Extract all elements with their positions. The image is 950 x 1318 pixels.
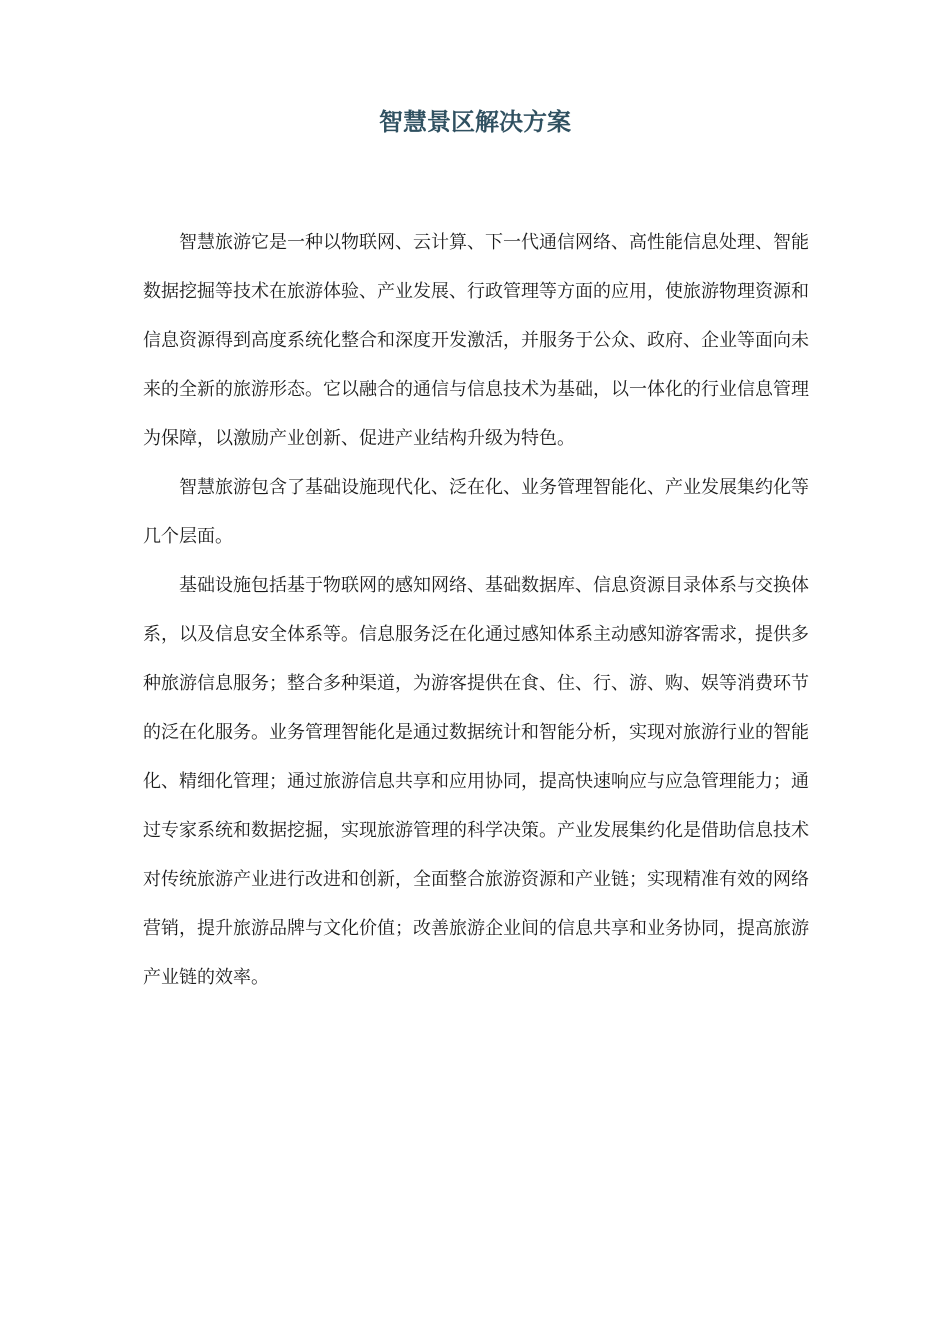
paragraph-1: 智慧旅游它是一种以物联网、云计算、下一代通信网络、高性能信息处理、智能数据挖掘等技术在旅游体验、产业发展、行政管理等方面的应用，使旅游物理资源和信息资源得到高度系统化整合和深度开发激活，并服务于公众、政府、企业等面向未来的全新的旅游形态。它以融合的通信与信息技术为基础，以一体化的行业信息管理为保障，以激励产业创新、促进产业结构升级为特色。: [143, 232, 809, 449]
paragraph-2: 智慧旅游包含了基础设施现代化、泛在化、业务管理智能化、产业发展集约化等几个层面。: [143, 477, 809, 547]
page-title: 智慧景区解决方案: [379, 108, 571, 136]
document-body: [143, 218, 809, 1002]
paragraph-3: 基础设施包括基于物联网的感知网络、基础数据库、信息资源目录体系与交换体系，以及信息安全体系等。信息服务泛在化通过感知体系主动感知游客需求，提供多种旅游信息服务；整合多种渠道，为游客提供在食、住、行、游、购、娱等消费环节的泛在化服务。业务管理智能化是通过数据统计和智能分析，实现对旅游行业的智能化、精细化管理；通过旅游信息共享和应用协同，提高快速响应与应急管理能力；通过专家系统和数据挖掘，实现旅游管理的科学决策。产业发展集约化是借助信息技术对传统旅游产业进行改进和创新，全面整合旅游资源和产业链；实现精准有效的网络营销，提升旅游品牌与文化价值；改善旅游企业间的信息共享和业务协同，提高旅游产业链的效率。: [143, 575, 809, 988]
